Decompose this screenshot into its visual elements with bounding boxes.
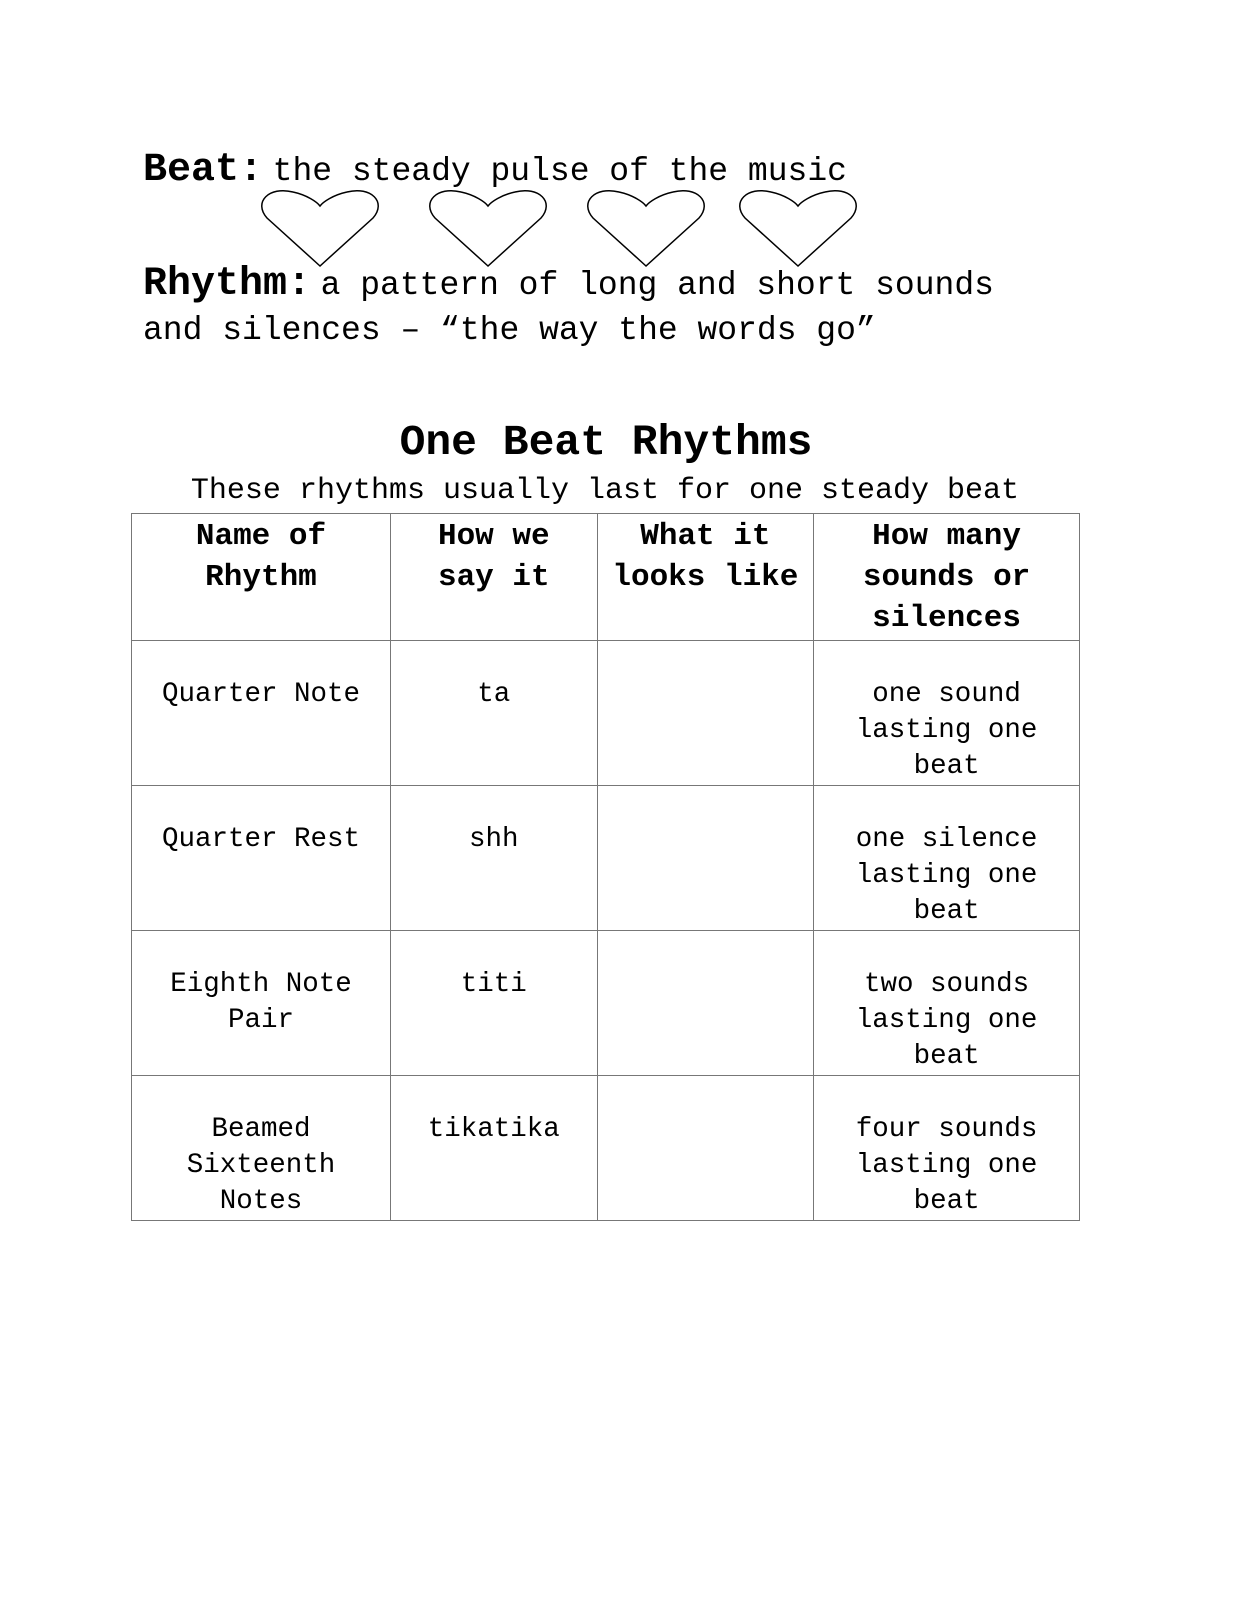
beat-definition [143, 148, 847, 193]
rhythm-count: two sounds lasting one beat [814, 931, 1080, 1076]
header-count: How many sounds or silences [814, 514, 1080, 641]
rhythm-text-continued: and silences – “the way the words go” [143, 312, 876, 349]
rhythm-name: Beamed Sixteenth Notes [132, 1076, 391, 1221]
rhythm-looks [597, 931, 814, 1076]
header-name: Name of Rhythm [132, 514, 391, 641]
table-row [132, 931, 1080, 1076]
table-row [132, 641, 1080, 786]
rhythm-name: Quarter Note [132, 641, 391, 786]
rhythm-say: shh [390, 786, 597, 931]
section-title: One Beat Rhythms [399, 418, 813, 467]
rhythm-looks [597, 1076, 814, 1221]
rhythm-say: tikatika [390, 1076, 597, 1221]
rhythm-say: titi [390, 931, 597, 1076]
table-header-row [132, 514, 1080, 641]
heart-icon [259, 188, 381, 268]
rhythm-name: Quarter Rest [132, 786, 391, 931]
rhythm-looks [597, 786, 814, 931]
rhythm-text: a pattern of long and short sounds [320, 267, 994, 304]
rhythm-count: one sound lasting one beat [814, 641, 1080, 786]
beat-term: Beat: [143, 148, 264, 193]
rhythm-count: four sounds lasting one beat [814, 1076, 1080, 1221]
rhythm-looks [597, 641, 814, 786]
section-subtitle: These rhythms usually last for one steady beat [190, 474, 1020, 508]
rhythm-say: ta [390, 641, 597, 786]
heart-icon [427, 188, 549, 268]
header-looks: What it looks like [597, 514, 814, 641]
beat-text: the steady pulse of the music [272, 153, 847, 190]
rhythm-term: Rhythm: [143, 262, 312, 307]
rhythm-table [131, 513, 1080, 1221]
rhythm-count: one silence lasting one beat [814, 786, 1080, 931]
heart-icon [737, 188, 859, 268]
rhythm-definition [143, 262, 994, 307]
table-row [132, 786, 1080, 931]
header-say: How we say it [390, 514, 597, 641]
rhythm-name: Eighth Note Pair [132, 931, 391, 1076]
table-row [132, 1076, 1080, 1221]
heart-icon [585, 188, 707, 268]
